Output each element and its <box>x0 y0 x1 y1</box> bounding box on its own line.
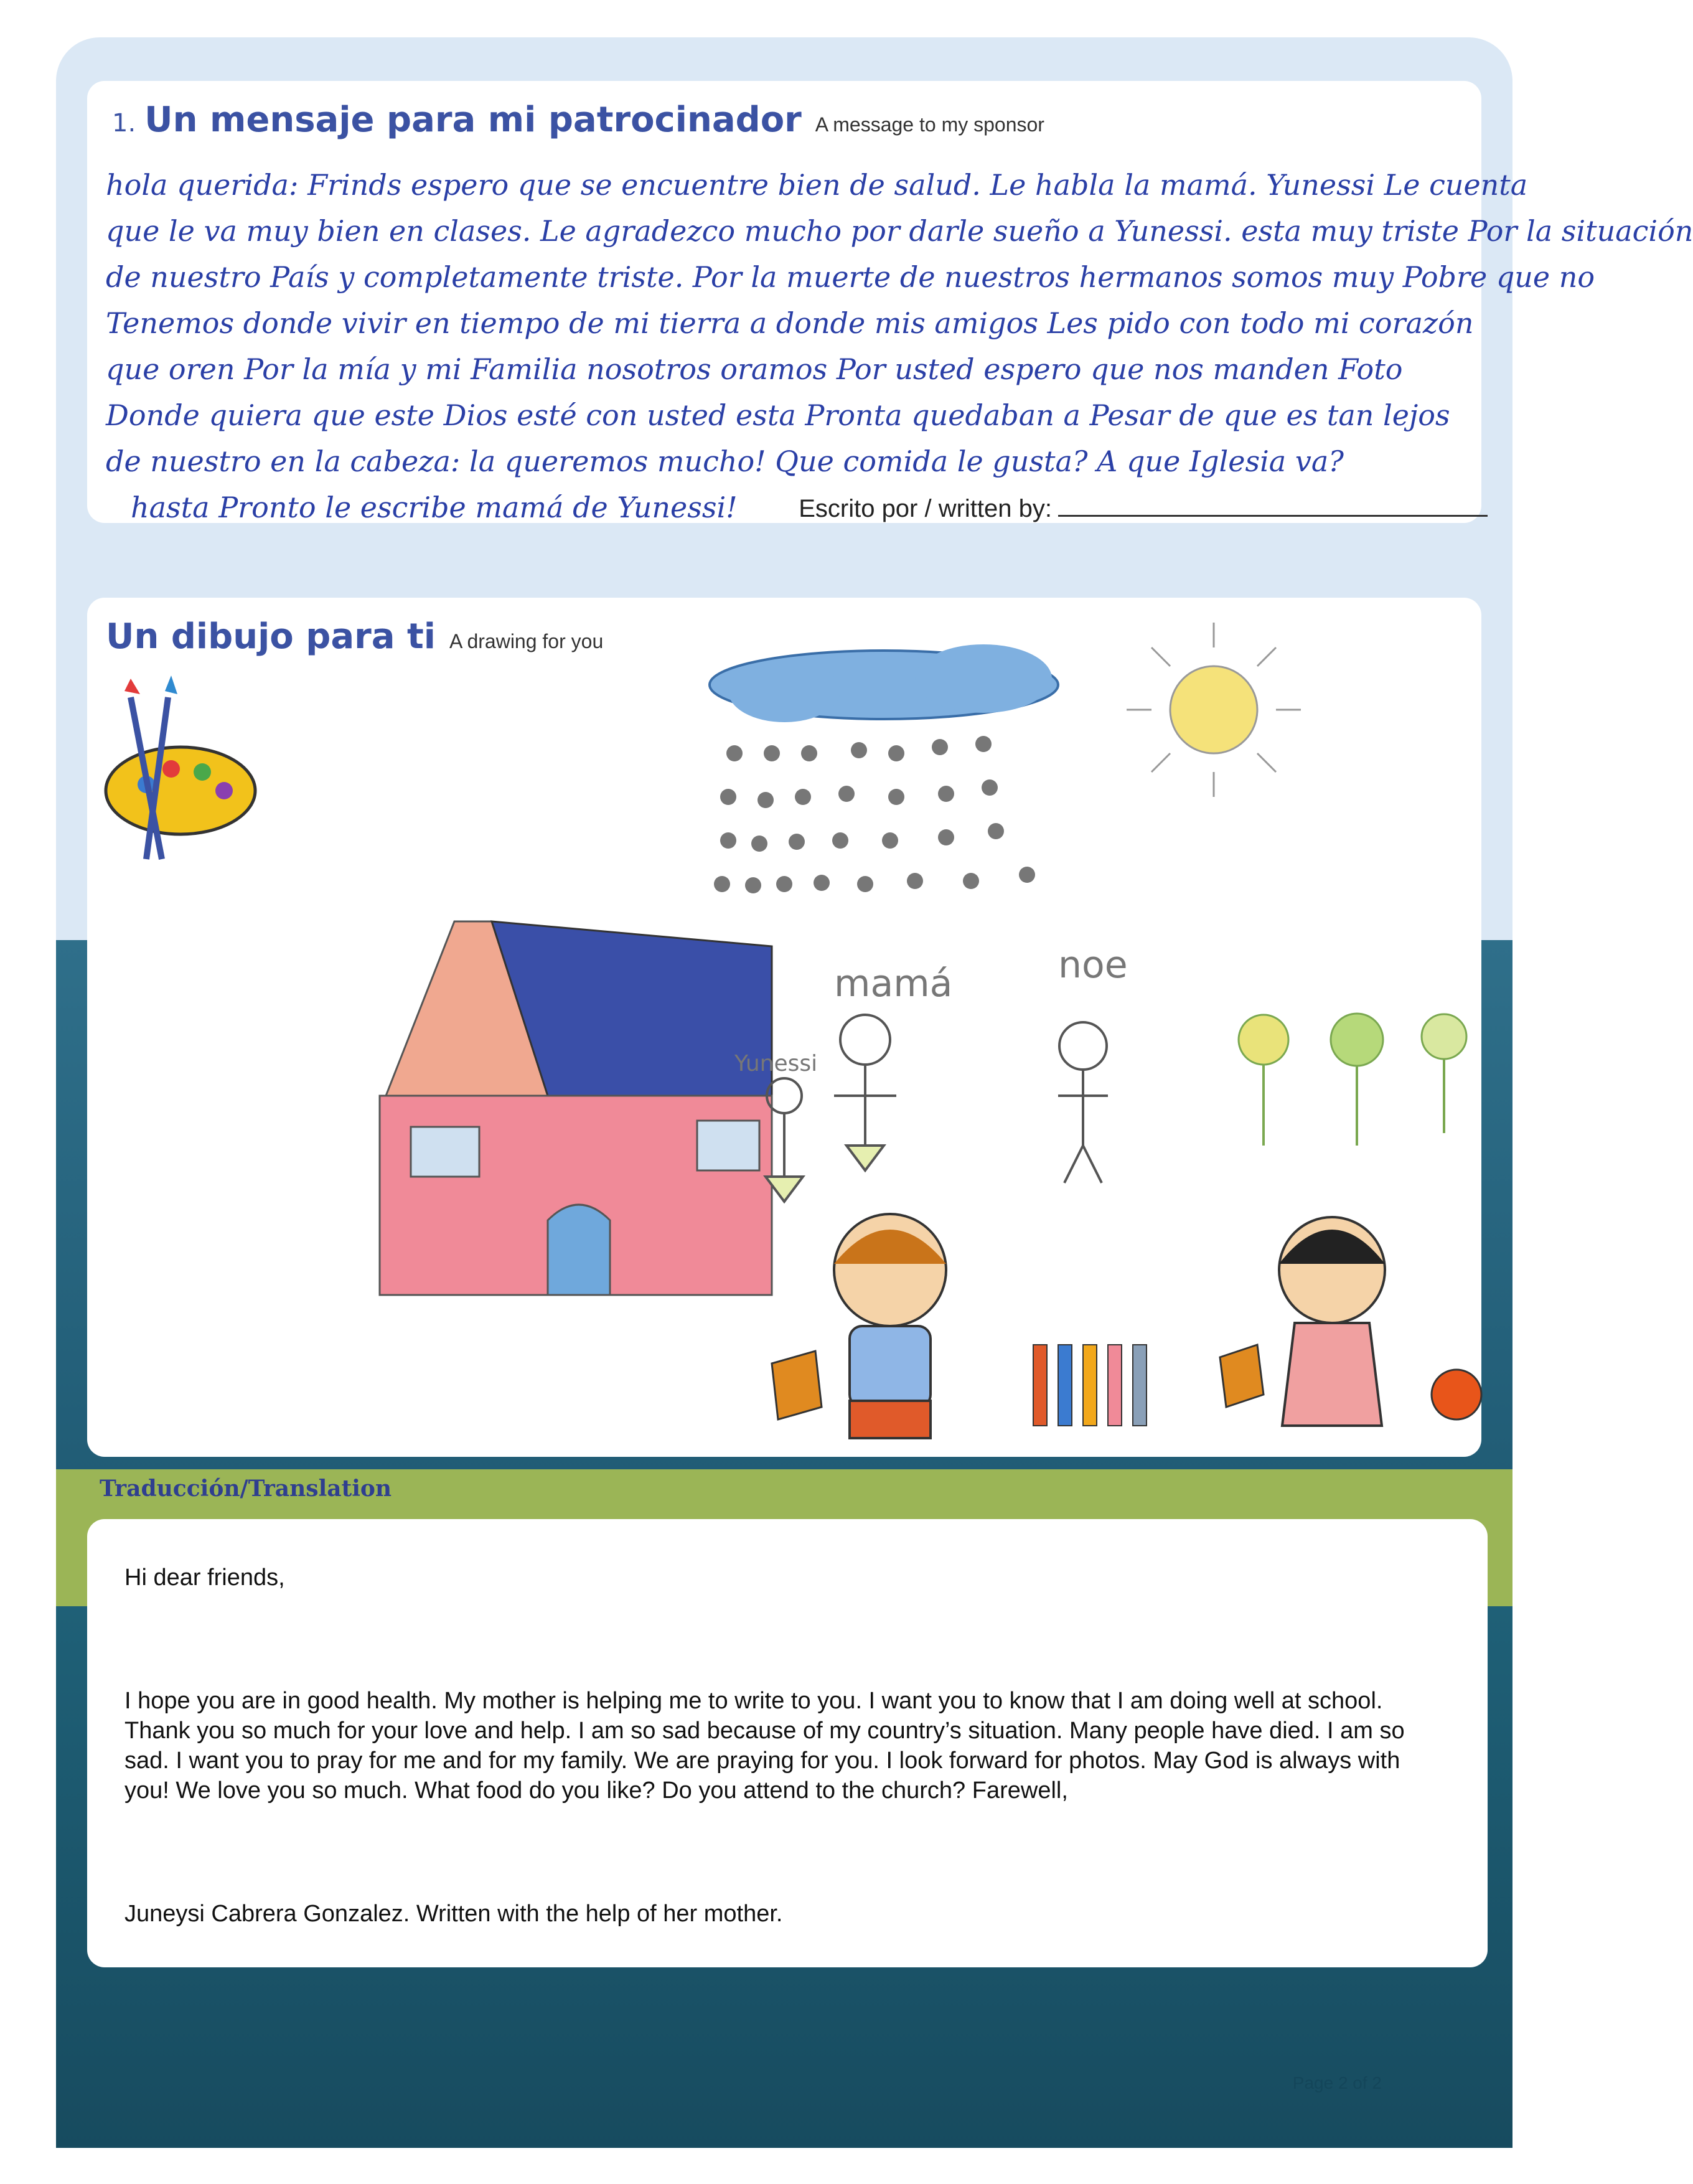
drawing-panel <box>87 598 1481 1457</box>
handwritten-line: de nuestro País y completamente triste. Por la muerte de nuestros hermanos somos muy Pobre que no <box>106 260 1595 294</box>
drawing-label-child: Yunessi <box>734 1051 818 1076</box>
letter-page <box>56 37 1693 2148</box>
written-by-field <box>799 495 1488 523</box>
handwritten-line: hola querida: Frinds espero que se encuentre bien de salud. Le habla la mamá. Yunessi Le cuenta <box>106 168 1528 202</box>
translation-greeting: Hi dear friends, <box>124 1565 285 1591</box>
cartoon-kids-decoration <box>772 1214 1481 1438</box>
drawing-label-mom: mamá <box>834 962 953 1005</box>
handwritten-line: hasta Pronto le escribe mamá de Yunessi! <box>131 491 738 524</box>
translation-body: I hope you are in good health. My mother is helping me to write to you. I want you to know that I am doing well at school. Thank you so much for your love and help. I am so sad because of my country’s situation. Many people have died. I am so sad. I want you to pray for me and for my family. We are praying for you. I look forward for photos. May God is always with you! We love you so much. What food do you like? Do you attend to the church? Farewell, <box>124 1688 1405 1804</box>
message-panel <box>87 81 1693 524</box>
palette-icon <box>106 675 255 859</box>
written-by-label: Escrito por / written by: <box>799 495 1052 522</box>
message-title <box>112 100 1044 140</box>
translation-text <box>124 1563 1444 1929</box>
drawing-subtitle: A drawing for you <box>449 630 604 652</box>
handwritten-line: que oren Por la mía y mi Familia nosotros oramos Por usted espero que nos manden Foto <box>106 352 1403 386</box>
page-number: Page 2 of 2 <box>1292 2073 1382 2092</box>
handwritten-line: Tenemos donde vivir en tiempo de mi tierra a donde mis amigos Les pido con todo mi corazón <box>106 306 1474 340</box>
people-drawing <box>766 1015 1108 1202</box>
sun-icon <box>1127 623 1301 797</box>
message-title-text: Un mensaje para mi patrocinador <box>144 100 802 140</box>
handwritten-message <box>106 162 1693 530</box>
message-subtitle: A message to my sponsor <box>815 113 1044 136</box>
flowers-drawing <box>1239 1014 1466 1146</box>
translation-signature: Juneysi Cabrera Gonzalez. Written with the help of her mother. <box>124 1901 783 1927</box>
message-number: 1. <box>112 109 136 138</box>
translation-label: Traducción/Translation <box>100 1476 392 1502</box>
written-by-line <box>1058 515 1488 517</box>
handwritten-line: que le va muy bien en clases. Le agradezco mucho por darle sueño a Yunessi. esta muy triste Por la situación <box>106 214 1693 248</box>
translation-panel <box>87 1519 1488 1967</box>
house-icon <box>380 921 772 1295</box>
drawing-title-text: Un dibujo para ti <box>106 616 436 657</box>
child-drawing <box>87 598 1481 1457</box>
cloud-icon <box>710 644 1058 722</box>
rain-icon <box>714 736 1035 893</box>
drawing-label-noe: noe <box>1058 943 1128 987</box>
handwritten-line: de nuestro en la cabeza: la queremos mucho! Que comida le gusta? A que Iglesia va? <box>106 445 1344 478</box>
handwritten-line: Donde quiera que este Dios esté con usted esta Pronta quedaban a Pesar de que es tan lejos <box>106 398 1450 432</box>
